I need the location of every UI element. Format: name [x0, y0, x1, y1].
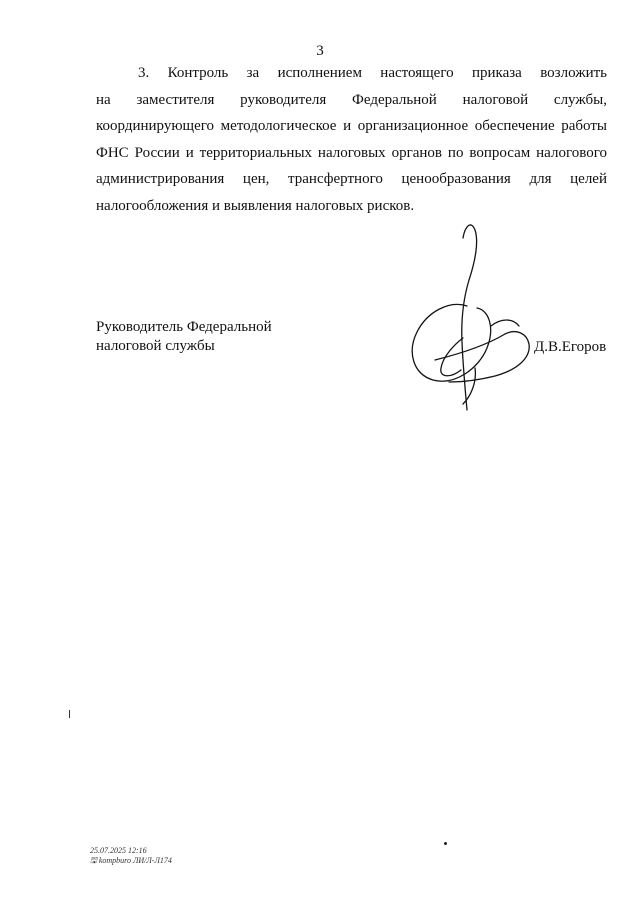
- paragraph-line: налогообложения и выявления налоговых рисков.: [96, 197, 415, 214]
- paragraph-line: 3. Контроль за исполнением настоящего приказа возложить: [138, 65, 607, 81]
- signer-position: [96, 318, 272, 356]
- signer-position-line: налоговой службы: [96, 338, 215, 354]
- paragraph-line: координирующего методологическое и организационное обеспечение работы: [96, 118, 607, 134]
- scan-dot: [444, 842, 447, 845]
- handwritten-signature: [405, 218, 540, 413]
- footer-file-ref: 🖫 kompburo ЛИ/Л-Л174: [90, 856, 172, 865]
- paragraph-line: ФНС России и территориальных налоговых органов по вопросам налогового: [96, 144, 607, 161]
- page-number: 3: [316, 43, 324, 59]
- order-paragraph: [96, 60, 607, 219]
- paragraph-line: на заместителя руководителя Федеральной налоговой службы,: [96, 91, 607, 108]
- scan-mark: [68, 710, 71, 718]
- footer-note: [90, 846, 172, 866]
- footer-timestamp: 25.07.2025 12:16: [90, 846, 147, 855]
- signer-name: Д.В.Егоров: [534, 339, 607, 355]
- paragraph-line: администрирования цен, трансфертного ценообразования для целей: [96, 171, 607, 187]
- signer-position-line: Руководитель Федеральной: [96, 319, 272, 335]
